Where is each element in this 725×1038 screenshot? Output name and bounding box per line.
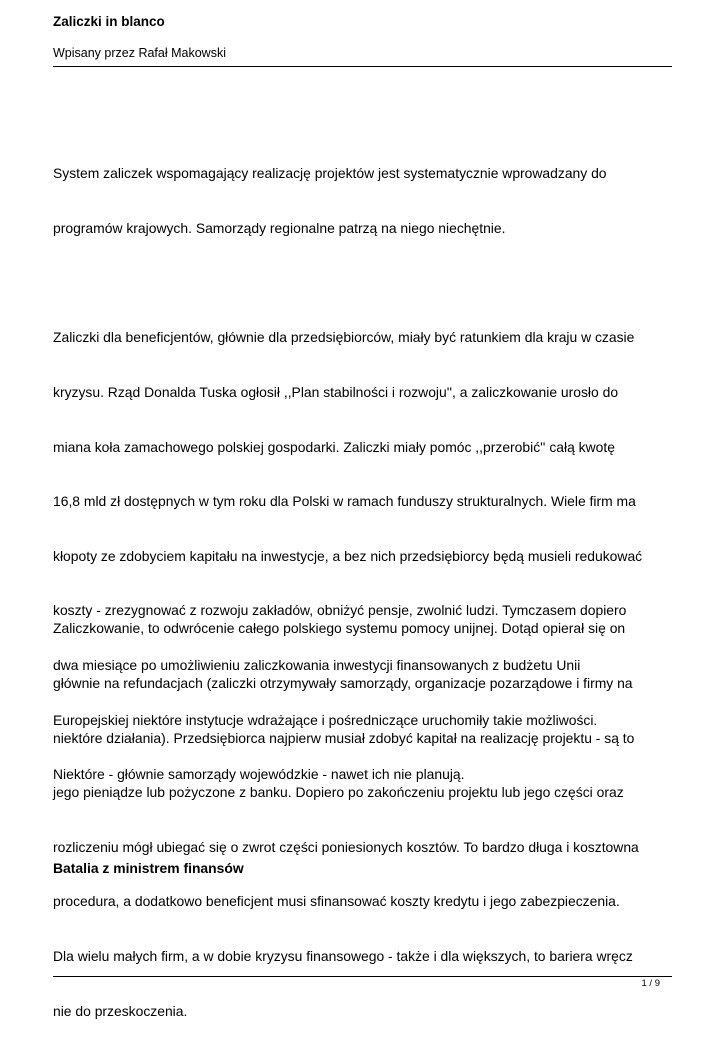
paragraph-line: Zaliczki dla beneficjentów, głównie dla przedsiębiorców, miały być ratunkiem dla kraju w czasie bbox=[53, 329, 635, 346]
paragraph-line: głównie na refundacjach (zaliczki otrzymywały samorządy, organizacje pozarządowe i firmy na bbox=[53, 675, 633, 692]
paragraph-line: rozliczeniu mógł ubiegać się o zwrot części poniesionych kosztów. To bardzo długa i kosztowna bbox=[53, 838, 639, 855]
header-divider bbox=[53, 66, 672, 67]
paragraph-line: niektóre działania). Przedsiębiorca najpierw musiał zdobyć kapitał na realizację projektu - są to bbox=[53, 729, 635, 746]
author-line: Wpisany przez Rafał Makowski bbox=[53, 46, 226, 60]
paragraph-line: 16,8 mld zł dostępnych w tym roku dla Polski w ramach funduszy strukturalnych. Wiele firm ma bbox=[53, 493, 636, 510]
paragraph-line: dwa miesiące po umożliwieniu zaliczkowania inwestycji finansowanych z budżetu Unii bbox=[53, 657, 581, 674]
page-number: 1 / 9 bbox=[641, 978, 660, 989]
paragraph-line: kłopoty ze zdobyciem kapitału na inwestycje, a bez nich przedsiębiorcy będą musieli redukować bbox=[53, 547, 643, 564]
paragraph-line: nie do przeskoczenia. bbox=[53, 1002, 188, 1019]
footer-divider bbox=[53, 976, 672, 977]
section-heading: Batalia z ministrem finansów bbox=[53, 860, 244, 876]
paragraph-line: Zaliczkowanie, to odwrócenie całego polskiego systemu pomocy unijnej. Dotąd opierał się on bbox=[53, 620, 626, 637]
paragraph-line: System zaliczek wspomagający realizację projektów jest systematycznie wprowadzany do bbox=[53, 165, 607, 182]
paragraph-intro bbox=[53, 128, 607, 255]
page-title: Zaliczki in blanco bbox=[53, 14, 165, 29]
paragraph-line: programów krajowych. Samorządy regionalne patrzą na niego niechętnie. bbox=[53, 220, 506, 237]
paragraph-line: jego pieniądze lub pożyczone z banku. Dopiero po zakończeniu projektu lub jego części oraz bbox=[53, 784, 624, 801]
paragraph-line: procedura, a dodatkowo beneficjent musi sfinansować koszty kredytu i jego zabezpieczenia. bbox=[53, 893, 620, 910]
paragraph-line: miana koła zamachowego polskiej gospodarki. Zaliczki miały pomóc ,,przerobić'' całą kwotę bbox=[53, 438, 615, 455]
paragraph-line: kryzysu. Rząd Donalda Tuska ogłosił ,,Plan stabilności i rozwoju'', a zaliczkowanie urosło do bbox=[53, 384, 619, 401]
paragraph-line: Europejskiej niektóre instytucje wdrażające i pośredniczące uruchomiły takie możliwości. bbox=[53, 711, 598, 728]
paragraph-line: Dla wielu małych firm, a w dobie kryzysu finansowego - także i dla większych, to bariera wręcz bbox=[53, 948, 633, 965]
paragraph-line: Niektóre - głównie samorządy wojewódzkie - nawet ich nie planują. bbox=[53, 766, 465, 783]
paragraph-advance-payments bbox=[53, 583, 639, 1038]
paragraph-line: koszty - zrezygnować z rozwoju zakładów, obniżyć pensje, zwolnić ludzi. Tymczasem dopiero bbox=[53, 602, 627, 619]
